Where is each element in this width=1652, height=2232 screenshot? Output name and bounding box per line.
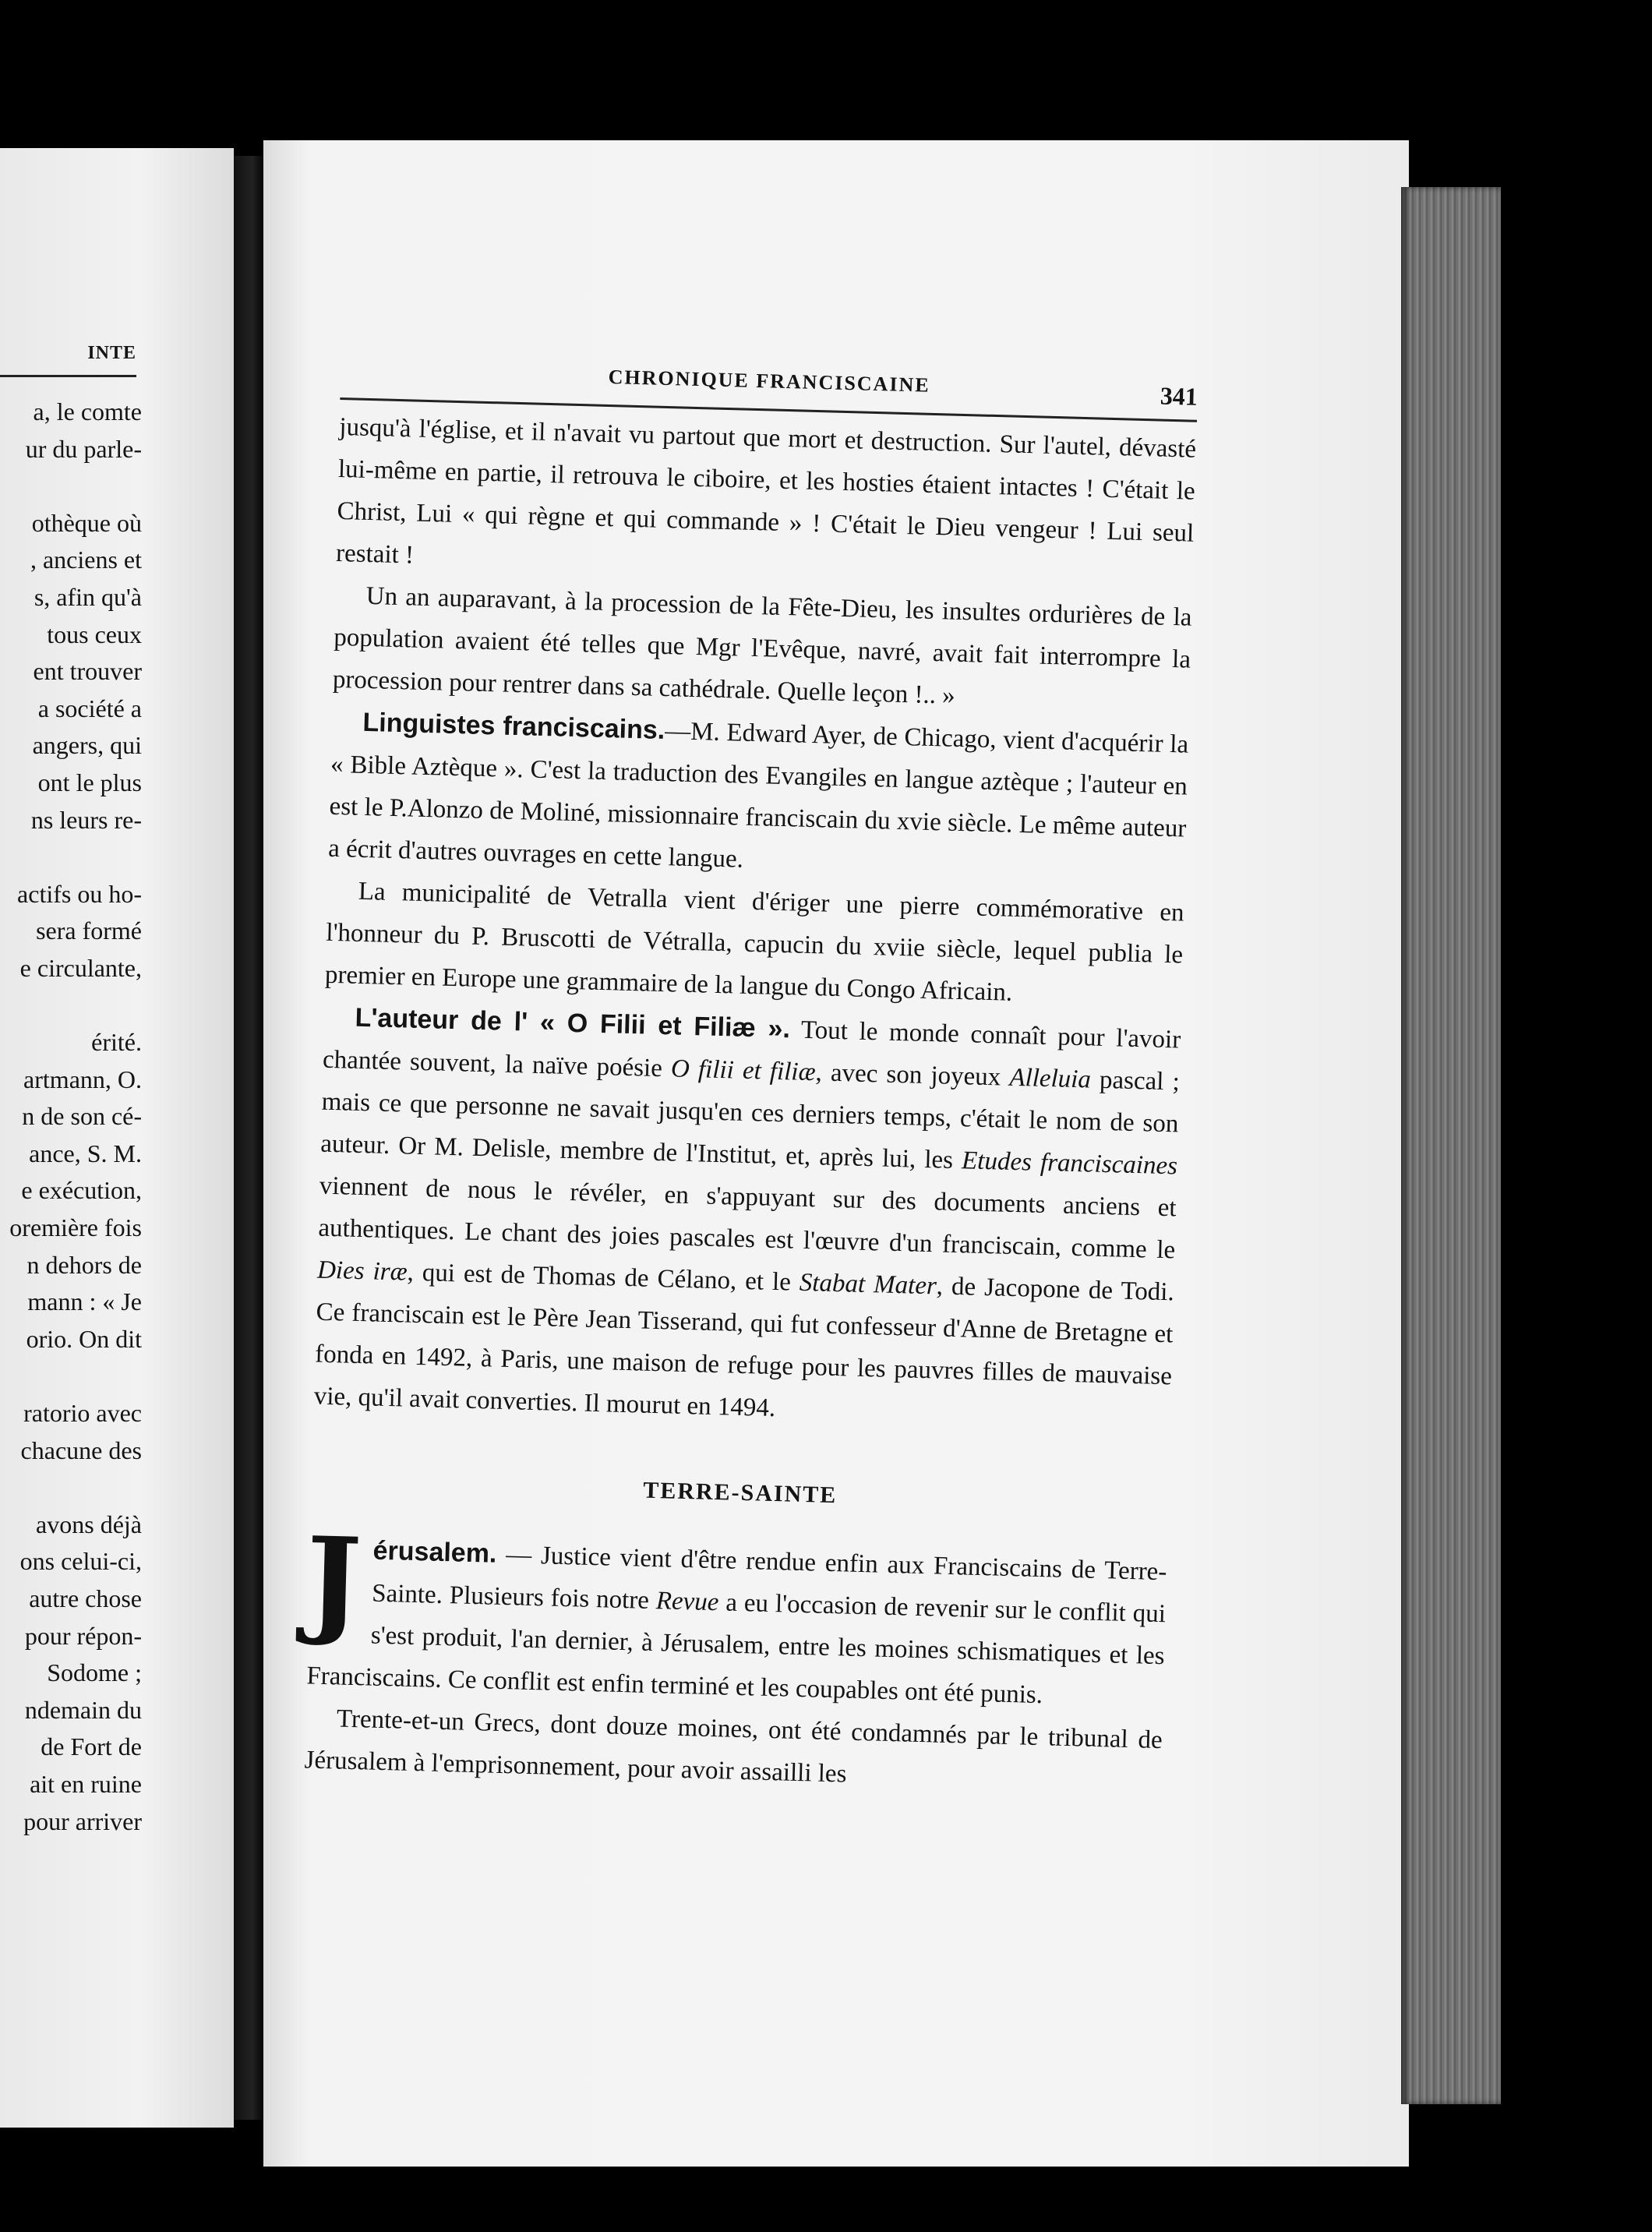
paragraph-heading: L'auteur de l' « O Filii et Filiæ ».	[355, 1002, 791, 1044]
running-title: CHRONIQUE FRANCISCAINE	[608, 365, 931, 397]
left-page	[0, 148, 234, 2128]
left-page-line	[0, 468, 142, 505]
paragraph-heading: Linguistes franciscains.	[362, 707, 665, 746]
left-page-line: Sodome ;	[47, 1658, 142, 1687]
left-page-line: érité.	[91, 1028, 142, 1057]
paragraph	[313, 996, 1181, 1440]
left-page-line: e circulante,	[19, 953, 142, 982]
italic-title: Revue	[655, 1587, 719, 1617]
left-page-line: ons celui-ci,	[19, 1547, 142, 1576]
italic-title: O filii et filiæ	[670, 1054, 817, 1087]
left-page-line: angers, qui	[32, 731, 142, 760]
paragraph: La municipalité de Vetralla vient d'ériger une pierre commémorative en l'honneur du P. Bruscotti de Vétralla, capucin du xviie siècle, lequel publia le premier en Europe une grammaire de la langue du Congo Africain.	[324, 877, 1184, 1007]
italic-title: Etudes franciscaines	[961, 1146, 1178, 1181]
left-page-header: INTE	[0, 343, 136, 377]
left-page-line	[0, 839, 142, 876]
left-page-line: pour arriver	[23, 1806, 142, 1835]
left-page-line: a, le comte	[33, 397, 142, 426]
page-content	[304, 351, 1198, 1803]
left-page-line: ance, S. M.	[29, 1139, 142, 1167]
left-page-text	[0, 394, 142, 1840]
left-page-line: othèque où	[31, 508, 142, 537]
left-page-line: ur du parle-	[25, 434, 142, 463]
paragraph-text: , de Jacopone de Todi. Ce franciscain est le Père Jean Tisserand, qui fut confesseur d'Anne de Bretagne et fonda en 1492, à Paris, une maison de refuge pour les pauvres filles de mauvaise vie, qu'il avait converties. Il mourut en 1494.	[313, 1272, 1175, 1423]
paragraph	[328, 701, 1189, 892]
left-page-line: ns leurs re-	[30, 805, 142, 834]
left-page-line: ait en ruine	[30, 1769, 142, 1798]
left-page-line: oremière fois	[9, 1213, 142, 1242]
paragraph-text: viennent de nous le révéler, en s'appuyant sur des documents anciens et authentiques. Le chant des joies pascales est l'œuvre d'un franciscain, comme le	[318, 1171, 1177, 1265]
left-page-line: orio. On dit	[26, 1324, 142, 1353]
left-page-line: actifs ou ho-	[17, 879, 142, 908]
left-page-line: s, afin qu'à	[34, 582, 142, 611]
paragraph-text: —M. Edward Ayer, de Chicago, vient d'acquérir la « Bible Aztèque ». C'est la traduction des Evangiles en langue aztèque ; l'auteur en est le P.Alonzo de Moliné, missionnaire franciscain du xvie siècle. Le même auteur a écrit d'autres ouvrages en cette langue.	[327, 717, 1189, 874]
italic-title: Alleluia	[1008, 1063, 1092, 1094]
left-page-line: ont le plus	[37, 768, 142, 796]
section-title: TERRE-SAINTE	[642, 1477, 838, 1509]
left-page-line	[0, 1469, 142, 1506]
left-page-line: ndemain du	[24, 1695, 142, 1724]
paragraph: Un an auparavant, à la procession de la Fête-Dieu, les insultes ordurières de la population avaient été telles que Mgr l'Evêque, navré, avait fait interrompre la procession pour rentrer dans sa cathédrale. Quelle leçon !.. »	[332, 581, 1192, 710]
left-page-line: autre chose	[29, 1584, 142, 1612]
paragraph-text: , qui est de Thomas de Célano, et le	[407, 1258, 800, 1297]
paragraph-text: Tout le monde connaît pour l'avoir chantée souvent, la naïve poésie	[322, 1015, 1181, 1083]
left-page-line: de Fort de	[41, 1732, 142, 1761]
left-page-line: sera formé	[36, 916, 142, 945]
left-page-line: avons déjà	[36, 1510, 142, 1538]
paragraph	[304, 1511, 1167, 1719]
paragraph-text: a eu l'occasion de revenir sur le conflit qui s'est produit, l'an dernier, à Jérusalem, entre les moines schismatiques et les Franciscains. Ce conflit est enfin terminé et les coupables ont été punis.	[306, 1588, 1167, 1710]
left-page-line: pour répon-	[24, 1621, 142, 1650]
left-page-line: chacune des	[20, 1436, 142, 1464]
left-page-line: mann : « Je	[27, 1287, 142, 1316]
drop-cap: J	[304, 1511, 363, 1651]
paragraph-text: , avec son joyeux	[815, 1058, 1010, 1092]
left-page-line	[0, 987, 142, 1025]
paragraph: jusqu'à l'église, et il n'avait vu partout que mort et destruction. Sur l'autel, dévasté lui-même en partie, il retrouva le ciboire, et les hosties étaient intactes ! C'était le Christ, Lui « qui règne et qui commande » ! C'était le Dieu vengeur ! Lui seul restait !	[335, 412, 1197, 570]
left-page-line: a société a	[37, 694, 142, 722]
left-page-line: n de son cé-	[22, 1102, 142, 1131]
left-page-line: , anciens et	[30, 546, 142, 574]
italic-title: Dies iræ	[316, 1256, 408, 1287]
italic-title: Stabat Mater	[799, 1268, 937, 1301]
left-page-line: artmann, O.	[23, 1065, 142, 1093]
left-page-line: tous ceux	[47, 620, 142, 648]
paragraph-text: pascal ; mais ce que personne ne savait jusqu'en ces derniers temps, c'était le nom de son auteur. Or M. Delisle, membre de l'Institut, et, après lui, les	[319, 1065, 1181, 1175]
paragraph: Trente-et-un Grecs, dont douze moines, ont été condamnés par le tribunal de Jérusalem à l'emprisonnement, pour avoir assailli les	[304, 1704, 1163, 1789]
paragraph-text: — Justice vient d'être rendue enfin aux Franciscains de Terre-Sainte. Plusieurs fois notre	[371, 1540, 1167, 1616]
body-text	[304, 400, 1197, 1803]
page-edges	[1401, 187, 1501, 2104]
main-page	[263, 140, 1409, 2167]
left-page-line: e exécution,	[21, 1176, 142, 1205]
paragraph-heading: érusalem.	[372, 1535, 497, 1569]
left-page-line: ent trouver	[33, 657, 142, 686]
left-page-line	[0, 1358, 142, 1395]
left-page-line: ratorio avec	[23, 1399, 142, 1428]
page-number: 341	[1160, 381, 1198, 411]
left-page-line: n dehors de	[26, 1250, 142, 1279]
book-gutter	[234, 156, 265, 2120]
